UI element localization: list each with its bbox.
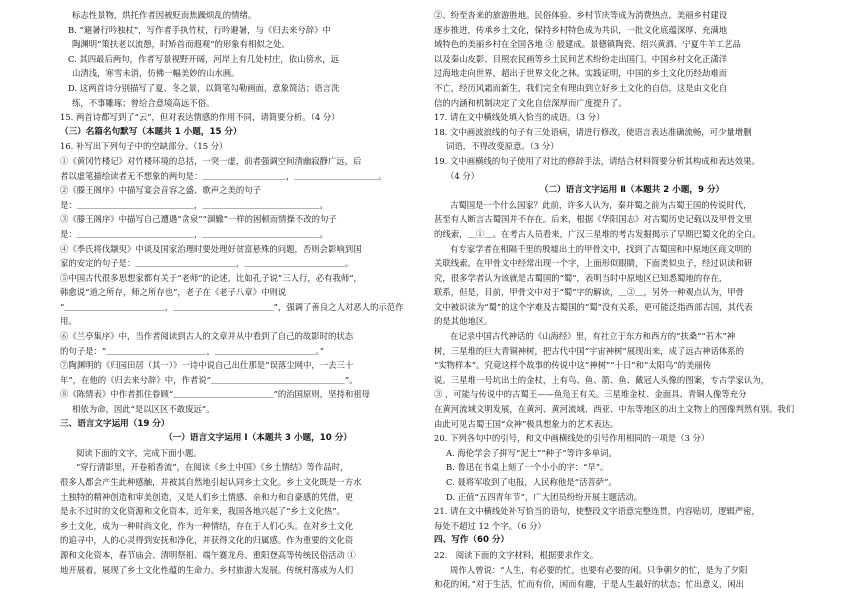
passage-line: 地开展着，展现了乡土文化性蕴的生命力。乡村旅游大发展。传统村落成为人们 [60, 564, 354, 575]
text-line: D. 这两首诗分别描写了夏、冬之景，以简笔勾勒画面，意象简洁；语言洗 [68, 82, 340, 93]
text-line: ⑤中国古代很多思想家都有关于“老师”的论述，比如孔子说“三人行，必有我师”， [60, 272, 362, 283]
passage-line: 甚至有人断言古蜀国并不存在。后来，根据《华阳国志》对古蜀历史记载以及甲骨文里 [434, 214, 753, 225]
instruction: 阅读下面的文字，完成下面小题。 [76, 447, 202, 458]
text-line: 是：＿＿＿＿＿＿＿＿＿＿＿＿＿＿，＿＿＿＿＿＿＿＿＿＿＿＿＿＿。 [60, 199, 328, 210]
subsection-heading: （二）语言文字运用 Ⅱ（本题共 2 小题，9 分） [539, 185, 725, 196]
subsection-heading: （一）语言文字运用 Ⅰ（本题共 3 小题，10 分） [164, 433, 352, 444]
text-line: 是：＿＿＿＿＿＿＿＿＿＿＿＿＿＿，＿＿＿＿＿＿＿＿＿＿＿＿＿＿。 [60, 228, 328, 239]
text-line: ⑧《陈情表》中作者抓住眷顾“＿＿＿＿＿＿＿＿＿＿＿＿”的治国原则，坚持和祖母 [60, 389, 371, 400]
passage-line: 逐步推进，传承乡土文化，保持乡村特色成为共识，一批文化底蕴深厚、充满地 [434, 24, 728, 35]
text-line: 陶渊明“策扶老以流憩，时矫首而遐观”的形象有相似之处。 [72, 39, 290, 50]
text-line: 年”，在他的《归去来兮辞》中，作者说“＿＿＿＿＿＿＿＿＿＿＿＿＿＿＿＿”。 [60, 374, 358, 385]
question-18: 18. 文中画波浪线的句子有三处语病，请进行修改，使语言表达准确流畅，可少量增删 [434, 126, 752, 137]
passage-line: 的是其他地区。 [434, 316, 493, 327]
passage-line: 和花的闲。”对于生活，忙而有价，闲而有趣，于是人生最好的状态；忙出意义，闲出 [434, 579, 744, 590]
passage-line: 由此可见古蜀王国“众神”极具想象力的艺术表达。 [434, 418, 619, 429]
text-line: “＿＿＿＿＿＿＿＿＿＿＿＿，＿＿＿＿＿＿＿＿＿＿＿＿”，强调了善良之人对恶人的示范作 [60, 301, 404, 312]
text-line: 每处不超过 12 个字。（6 分） [434, 520, 546, 531]
question-21: 21. 请在文中横线处补写恰当的语句，使整段文字语意完整连贯，内容贴切，逻辑严密， [434, 506, 760, 517]
passage-line: 很多人都会产生此种感触，并被其自然地引起认同乡土文化。乡土文化既是一方水 [60, 477, 362, 487]
passage-line: ③ ，可能与传说中的古蜀王——鱼凫王有关。三星堆金杖、金面具、青铜人像等充分 [434, 389, 747, 400]
passage-line: “穿行清影里，开卷稻香流”，在阅读《乡土中国》《乡土情结》等作品时， [76, 462, 349, 473]
passage-line: 有专家学者在相隔千里的殷墟出土的甲骨文中，找到了古蜀国和中原地区商文明的 [450, 243, 752, 254]
passage-line: 说。三星堆一号坑出土的金杖，上有鸟、鱼、箭、鱼、戴冠人头像的图案，专古学家认为， [434, 374, 769, 385]
text-line: 相依为命，因此“是以区区不敢废远”。 [72, 404, 215, 415]
passage-line: 周作人曾说：“人生，有必要的忙，也要有必要的闲。只争朝夕的忙，是为了夕阳 [450, 564, 748, 575]
passage-line: 是永不过时的文化资源和文化资本。近年来，我国各地兴起了“乡土文化热”。 [60, 506, 345, 517]
text-line: 用。 [60, 316, 77, 327]
text-line: 练，不事雕琢；曾给合意境高远不俗。 [72, 97, 215, 108]
text-line: （4 分） [446, 170, 480, 181]
passage-line: 在记录中国古代神话的《山海经》里，有社立于东方和西方的“扶桑”“若木”神 [450, 331, 736, 342]
text-line: 韩愈说“道之所存，师之所存也”，老子在《老子八章》中则说 [60, 287, 287, 298]
text-line: ③《滕王阁序》中描写自己遭遇“贪泉”“涸辙”一样的困顿而情操不改的句子 [60, 214, 337, 225]
section-heading: 三、语言文字运用（19 分） [60, 418, 170, 429]
passage-line: 究，很多学者认为该就是古蜀国的“蜀”，表明当时中原地区已知悉蜀地的存在， [434, 272, 728, 283]
option-b: B. 鲁迅在书桌上刻了一个小小的字：“早”。 [446, 462, 609, 473]
passage-line: 联系，但是，目前，甲骨文中对于“蜀”字的解读，＿②＿，另外一种观点认为，甲骨 [434, 287, 745, 298]
passage-line: 在黄河流域文明发展，在黄河、黄河流域、西亚、中东等地区的出土文物上的图像判然有别。我们 [434, 404, 795, 415]
passage-line: 土独特的精神创造和审美创造，又是人们乡土情感、亲和力和自豪感的凭借，更 [60, 491, 354, 502]
text-line: 家的安定的句子是：＿＿＿＿＿＿＿＿＿＿＿＿，＿＿＿＿＿＿＿＿＿＿＿＿。 [60, 258, 354, 269]
right-column [434, 8, 830, 592]
section-heading: 四、写作（60 分） [434, 535, 510, 546]
text-line: ⑥《兰亭集序》中，当作者阅读到古人的文章并从中看到了自己的故影时的状态 [60, 331, 354, 342]
passage-line: “实物样本”。究竟这样个故事的传说中这“神树”“十日”和“太阳鸟”的美丽传 [434, 360, 712, 371]
question-17: 17. 请在文中横线处填入恰当的成语。（3 分） [434, 112, 605, 123]
passage-line: 过海地走向世界，超出于世界文化之林。实践证明，中国的乡土文化历经劫难而 [434, 68, 728, 79]
option-a: A. 海伦学会了拼写“泥土”“种子”等许多单词。 [446, 447, 617, 458]
question-15: 15. 两首诗都写到了“云”，但对表达情感的作用不同，请简要分析。（4 分） [60, 112, 340, 123]
text-line: ④《季氏将伐颛臾》中谈及国家治理时要处理好贫富悬殊的问题，否则会影响到国 [60, 243, 362, 254]
passage-line: 以及秦山皮影、目照农民画等乡土民间艺术纷纷走出国门。中国乡村文化正潇洋 [434, 53, 728, 64]
text-line: 者以虚笔描绘读者无不想象的两句是：＿＿＿＿＿＿＿＿＿＿，＿＿＿＿＿＿＿＿＿＿。 [60, 170, 387, 181]
passage-line: 源和文化资本，春节庙会、清明祭祖、端午赛龙舟、重阳登高等传统民俗活动 ① [60, 549, 356, 560]
passage-line: 域特色的美丽乡村在全国各地 ③ 般建成。景德镇陶瓷、绍兴黄酒、宁夏牛羊工艺品 [434, 39, 741, 50]
option-d: D. 正值“五四青年节”，广大团员纷纷开展主题活动。 [446, 491, 643, 502]
text-line: ⑦陶渊明的《归园田居（其一）》一诗中说自己出仕那是“误落尘网中，一去三十 [60, 360, 354, 371]
passage-line: 的追寻中，人的心灵得到安抚和净化，并获得文化的归属感。作为重要的文化资 [60, 535, 354, 546]
passage-line: 信的内涵和机制决定了文化自信深厚而广度提升了。 [434, 97, 627, 108]
passage-line: 不亡，经历风霜而新生，我们完全有理由到立好乡土文化的自信，这是由文化自 [434, 82, 728, 93]
passage-line: 乡土文化，成为一种时尚文化，作为一种情结，存在于人们心头。在对乡土文化 [60, 520, 354, 531]
passage-line: 的线索，＿①＿。在考古人员看来，广汉三星堆的考古发掘揭示了早期巴蜀文化的全白。 [434, 228, 761, 239]
question-19: 19. 文中画横线的句子使用了对比的修辞手法，请结合材料简要分析其构成和表达效果。 [434, 155, 760, 166]
text-line: 词语，不得改变原意。（3 分） [446, 141, 559, 152]
text-line: C. 其四最后两句，作者写景视野开阔，河岸上有几处村庄，依山傍水，远 [68, 53, 340, 64]
passage-line: ②、纷至沓来的旅游胜地。民俗体验、乡村节庆等成为消费热点。美丽乡村建设 [434, 10, 728, 20]
text-line: ①《黄冈竹楼记》对竹楼环境的总括，一突一虚，前者强调空间清幽寂静广远，后 [60, 155, 362, 166]
passage-line: 树，三星堆的巨大青铜神树，把古代中国“宇宙神树”展现出来，成了远古神话体系的 [434, 345, 745, 356]
option-c: C. 聂将军收到了电报，人民称他是“活菩萨”。 [446, 477, 617, 487]
section-heading: （三）名篇名句默写（本题共 1 小题，15 分） [60, 126, 242, 137]
passage-line: 关联线索。在甲骨文中经常出现一个字，上面形似眼睛，下面类似虫子，经过识读和研 [434, 258, 753, 269]
passage-line: 古蜀国是一个什么国家？此前，许多人认为，秦并蜀之前为古蜀王国的传说时代， [450, 199, 752, 210]
question-20: 20. 下列各句中的引号，和文中画横线处的引号作用相同的一项是（3 分） [434, 433, 710, 444]
question-22: 22. 阅读下面的文字材料，根据要求作文。 [434, 549, 599, 560]
passage-line: 文中被识读为“蜀”的这个字难及古蜀国的“蜀”没有关系，更可能泛指西部古国，其代表 [434, 301, 753, 312]
left-column [60, 8, 456, 577]
text-line: 的句子是：“＿＿＿＿＿＿＿＿＿＿＿＿，＿＿＿＿＿＿＿＿＿＿＿＿。” [60, 345, 324, 356]
question-16: 16. 补写出下列句子中的空缺部分。（15 分） [60, 141, 228, 152]
text-line: ②《滕王阁序》中描写宴会音容之盛、歌声之美的句子 [60, 185, 261, 196]
text-line: B. “避暑行吟独杖”，写作者手执竹杖，行吟避暑，与《归去来兮辞》中 [68, 24, 331, 35]
text-line: 山清浅，寒雪未消，仿佛一幅美妙的山水画。 [72, 68, 240, 79]
text-line: 标志性景物，烘托作者因被贬而焦躁烦乱的情绪。 [72, 10, 257, 20]
